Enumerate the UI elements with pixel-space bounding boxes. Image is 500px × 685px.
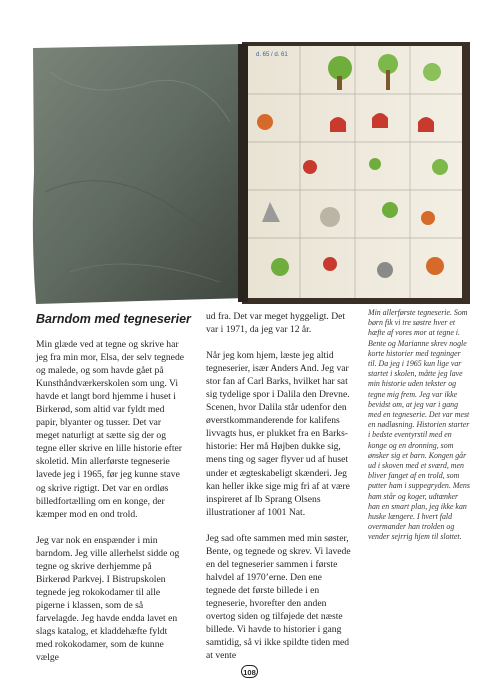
paragraph: Når jeg kom hjem, læste jeg altid tegneserier, især Anders And. Jeg var stor fan af Carl Barks, hvilket har sat sig tydelige spor i Dalila den Drevne. Scenen, hvor Dalila står udenfor den øverstkommanderende for kalifens livvagts hus, er plukket fra en Barks-historie: Her må Højben dukke sig, mens ting og sager flyver ud af huset under et ægteskabeligt skænderi. Jeg kan heller ikke sige mig fri af at være inspireret af Ib Sprang Olsens illustrationer af 1001 Nat.: [206, 350, 350, 518]
page-number: 108: [241, 665, 258, 678]
text-column-1: [36, 338, 186, 677]
article-heading: Barndom med tegneserier: [36, 312, 191, 326]
paragraph: Jeg var nok en enspænder i min barndom. Jeg ville allerhelst sidde og tegne og skrive derhjemme på Birkerød Parkvej. I Bistrupskolen tegnede jeg rokokodamer til alle pigerne i klassen, som de så farvelagde. Jeg havde endda lavet en slags katalog, et kladdehæfte fyldt med rokokodamer, som de kunne vælge: [36, 534, 180, 664]
photo-caption: [368, 308, 470, 543]
text-column-2: [206, 310, 354, 675]
paragraph: Jeg sad ofte sammen med min søster, Bente, og tegnede og skrev. Vi lavede en del tegneserier sammen i første halvdel af 1970’erne. Den ene tegnede det første billede i en tegneserie, hvorefter den anden overtog siden og tilføjede det næste billede. Vi havde to historier i gang samtidig, så vi ikke spildte tiden med at vente: [206, 532, 351, 662]
sketchbook-photo: [30, 42, 470, 310]
handwritten-note: d. 65 / d. 61: [256, 52, 288, 58]
paragraph: Min glæde ved at tegne og skrive har jeg fra min mor, Elsa, der selv tegnede og malede, og som havde gået på Kunsthåndværkerskolen som ung. Vi havde et langt bord hjemme i huset i Birkerød, som altid var fyldt med papir, blyanter og tusser. Det var meget naturligt at sætte sig der og tegne eller skrive en lille historie efter skoletid. Min allerførste tegneserie lavede jeg i 1965, før jeg kunne stave og skrive rigtigt. Det var en ordløs billedfortælling om en konge, der kæmper mod en ond trold.: [36, 339, 185, 520]
caption-text: Min allerførste tegneserie. Som børn fik vi tre søstre hver et hæfte af vores mor at tegne i. Bente og Marianne skrev nogle korte historier med tegninger til. Da jeg i 1965 kun lige var startet i skolen, måtte jeg lave min historie uden tekster og tegne mig frem. Jeg var ikke bevidst om, at jeg var i gang med en tegneserie. Det var mest en nødløsning. Historien starter i bedste eventyrstil med en konge og en dronning, som ønsker sig et barn. Kongen går ud i skoven med et sværd, men bliver fanget af en trold, som putter ham i suppegryden. Mens ham står og koger, udtænker han en smart plan, jeg ikke kan huske længere. I hvert fald overmander han trolden og vender sejrrig hjem til slottet.: [368, 308, 470, 542]
paragraph: ud fra. Det var meget hyggeligt. Det var i 1971, da jeg var 12 år.: [206, 311, 346, 336]
